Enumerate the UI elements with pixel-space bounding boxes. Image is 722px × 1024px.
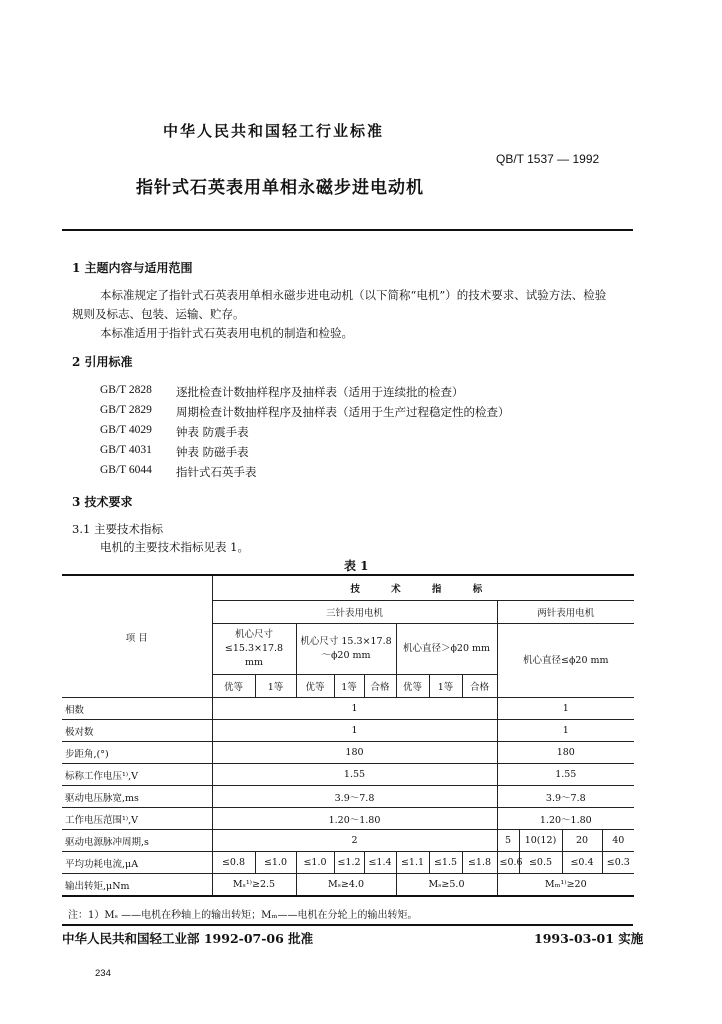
size-group-2: 机心尺寸 15.3×17.8～ϕ20 mm — [296, 624, 396, 675]
row-label: 相数 — [62, 698, 212, 720]
item-header: 项 目 — [62, 575, 212, 698]
implementation-date: 1993-03-01 实施 — [534, 931, 644, 946]
two-hand-value: 1 — [497, 698, 634, 720]
table-row — [62, 874, 634, 897]
issuing-organization: 中华人民共和国轻工行业标准 — [163, 122, 385, 140]
ref-title: 钟表 防震手表 — [176, 425, 249, 439]
ref-title: 钟表 防磁手表 — [176, 445, 249, 459]
period-value: 40 — [602, 830, 634, 852]
spec-table — [62, 574, 634, 897]
grade-cell: 1等 — [334, 675, 364, 698]
current-value: ≤1.1 — [396, 852, 429, 874]
section-1-paragraph-2: 本标准适用于指针式石英表用电机的制造和检验。 — [100, 326, 353, 340]
row-label: 驱动电压脉宽,ms — [62, 786, 212, 808]
ref-code: GB/T 6044 — [100, 464, 152, 476]
three-hand-value: 3.9～7.8 — [212, 786, 497, 808]
table-row — [62, 786, 634, 808]
row-label: 标称工作电压¹⁾,V — [62, 764, 212, 786]
grade-cell: 优等 — [212, 675, 255, 698]
row-label: 工作电压范围¹⁾,V — [62, 808, 212, 830]
three-hand-value: 180 — [212, 742, 497, 764]
row-label: 平均功耗电流,μA — [62, 852, 212, 874]
current-value: ≤0.8 — [212, 852, 255, 874]
current-value: ≤1.5 — [429, 852, 462, 874]
ref-title: 周期检查计数抽样程序及抽样表（适用于生产过程稳定性的检查） — [176, 405, 510, 419]
grade-cell: 1等 — [429, 675, 462, 698]
footer-rule — [62, 924, 633, 926]
table-row — [62, 830, 634, 852]
current-value: ≤0.5 — [519, 852, 562, 874]
ref-title: 指针式石英手表 — [176, 465, 257, 479]
current-value: ≤0.4 — [562, 852, 602, 874]
section-3-1-text: 电机的主要技术指标见表 1。 — [100, 540, 249, 554]
period-value: 5 — [497, 830, 519, 852]
row-label: 输出转矩,μNm — [62, 874, 212, 897]
torque-value: Mₛ¹⁾≥2.5 — [212, 874, 296, 897]
grade-cell: 优等 — [296, 675, 334, 698]
two-hand-value: 1.55 — [497, 764, 634, 786]
standard-title: 指针式石英表用单相永磁步进电动机 — [136, 178, 424, 198]
two-hand-header: 两针表用电机 — [497, 601, 634, 624]
table-row — [62, 852, 634, 874]
two-hand-value: 3.9～7.8 — [497, 786, 634, 808]
torque-value: Mₛ≥4.0 — [296, 874, 396, 897]
tech-spec-header: 技 术 指 标 — [212, 575, 634, 601]
ref-code: GB/T 4031 — [100, 444, 152, 456]
current-value: ≤1.0 — [296, 852, 334, 874]
standard-code: QB/T 1537 — 1992 — [496, 152, 600, 166]
page-number: 234 — [95, 968, 111, 979]
three-hand-value: 1.20～1.80 — [212, 808, 497, 830]
row-label: 极对数 — [62, 720, 212, 742]
grade-cell: 1等 — [255, 675, 296, 698]
period-value: 10(12) — [519, 830, 562, 852]
size-group-1: 机心尺寸 ≤15.3×17.8 mm — [212, 624, 296, 675]
table-row — [62, 720, 634, 742]
section-1-paragraph-1a: 本标准规定了指针式石英表用单相永磁步进电动机（以下简称“电机”）的技术要求、试验方法、检验 — [100, 288, 607, 302]
three-hand-value: 1.55 — [212, 764, 497, 786]
section-1-paragraph-1b: 规则及标志、包装、运输、贮存。 — [72, 307, 245, 321]
three-hand-header: 三针表用电机 — [212, 601, 497, 624]
torque-value: Mₘ¹⁾≥20 — [497, 874, 634, 897]
three-hand-value: 2 — [212, 830, 497, 852]
two-hand-value: 1.20～1.80 — [497, 808, 634, 830]
section-3-1-heading: 3.1 主要技术指标 — [72, 522, 163, 536]
table-row — [62, 742, 634, 764]
row-label: 步距角,(°) — [62, 742, 212, 764]
current-value: ≤0.6 — [497, 852, 519, 874]
table-footnote: 注：1）Mₛ ——电机在秒轴上的输出转矩；Mₘ——电机在分轮上的输出转矩。 — [68, 910, 418, 921]
table-row — [62, 808, 634, 830]
table-row — [62, 764, 634, 786]
current-value: ≤0.3 — [602, 852, 634, 874]
ref-code: GB/T 4029 — [100, 424, 152, 436]
three-hand-value: 1 — [212, 698, 497, 720]
section-1-heading: 1 主题内容与适用范围 — [72, 261, 193, 275]
size-group-3: 机心直径＞ϕ20 mm — [396, 624, 497, 675]
three-hand-value: 1 — [212, 720, 497, 742]
table-row — [62, 698, 634, 720]
section-2-heading: 2 引用标准 — [72, 355, 133, 369]
table-caption: 表 1 — [344, 559, 369, 573]
ref-title: 逐批检查计数抽样程序及抽样表（适用于连续批的检查） — [176, 385, 464, 399]
current-value: ≤1.4 — [364, 852, 396, 874]
grade-cell: 合格 — [462, 675, 497, 698]
torque-value: Mₛ≥5.0 — [396, 874, 497, 897]
row-label: 驱动电源脉冲周期,s — [62, 830, 212, 852]
current-value: ≤1.2 — [334, 852, 364, 874]
grade-cell: 合格 — [364, 675, 396, 698]
ref-code: GB/T 2828 — [100, 384, 152, 396]
current-value: ≤1.8 — [462, 852, 497, 874]
section-3-heading: 3 技术要求 — [72, 495, 133, 509]
header-rule — [62, 229, 633, 231]
approval-date: 中华人民共和国轻工业部 1992-07-06 批准 — [62, 931, 314, 946]
ref-code: GB/T 2829 — [100, 404, 152, 416]
two-hand-value: 180 — [497, 742, 634, 764]
current-value: ≤1.0 — [255, 852, 296, 874]
size-group-4: 机心直径≤ϕ20 mm — [497, 624, 634, 698]
grade-cell: 优等 — [396, 675, 429, 698]
two-hand-value: 1 — [497, 720, 634, 742]
period-value: 20 — [562, 830, 602, 852]
